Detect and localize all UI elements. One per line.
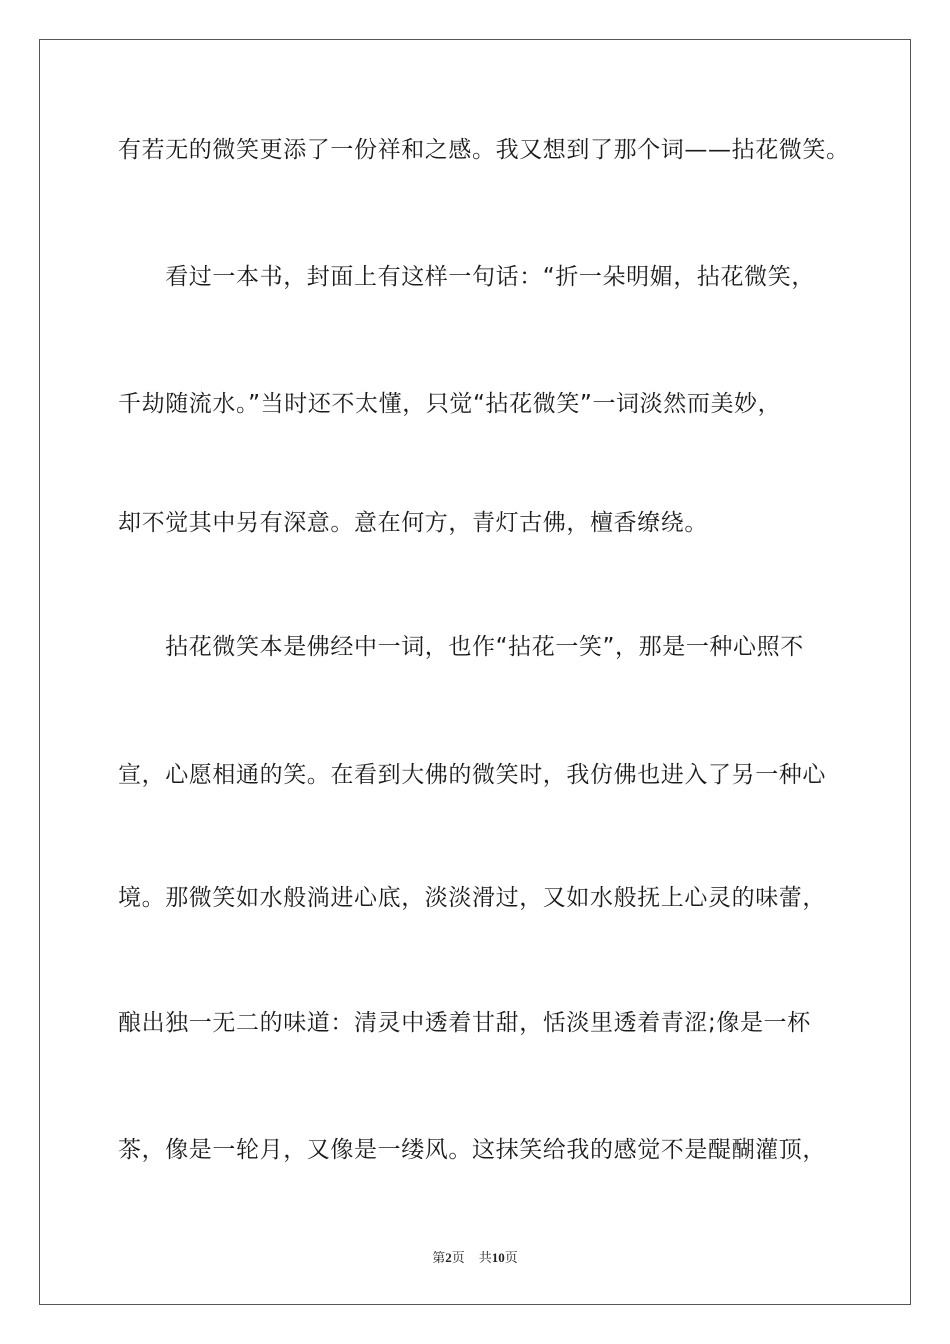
text-line-1: 有若无的微笑更添了一份祥和之感。我又想到了那个词——拈花微笑。	[118, 137, 850, 163]
page-footer	[0, 1247, 950, 1266]
page-border	[39, 39, 911, 1305]
text-line-7: 境。那微笑如水般淌进心底，淡淡滑过，又如水般抚上心灵的味蕾，	[118, 885, 826, 911]
page-label	[432, 1250, 465, 1265]
total-prefix: 共	[478, 1250, 492, 1265]
text-line-9: 茶，像是一轮月，又像是一缕风。这抹笑给我的感觉不是醍醐灌顶，	[118, 1137, 826, 1163]
page-number: 2	[445, 1250, 452, 1265]
total-label	[479, 1250, 518, 1265]
page-prefix: 第	[432, 1250, 446, 1265]
text-line-2: 看过一本书，封面上有这样一句话：“折一朵明媚，拈花微笑，	[118, 264, 815, 290]
text-line-3: 千劫随流水。”当时还不太懂，只觉“拈花微笑”一词淡然而美妙，	[118, 391, 782, 417]
page-suffix: 页	[451, 1250, 465, 1265]
text-line-8: 酿出独一无二的味道：清灵中透着甘甜，恬淡里透着青涩;像是一杯	[118, 1010, 811, 1036]
text-line-6: 宣，心愿相通的笑。在看到大佛的微笑时，我仿佛也进入了另一种心	[118, 762, 826, 788]
text-line-5: 拈花微笑本是佛经中一词，也作“拈花一笑”，那是一种心照不	[118, 634, 804, 660]
total-suffix: 页	[504, 1250, 518, 1265]
total-pages: 10	[491, 1250, 505, 1265]
text-line-4: 却不觉其中另有深意。意在何方，青灯古佛，檀香缭绕。	[118, 510, 708, 536]
